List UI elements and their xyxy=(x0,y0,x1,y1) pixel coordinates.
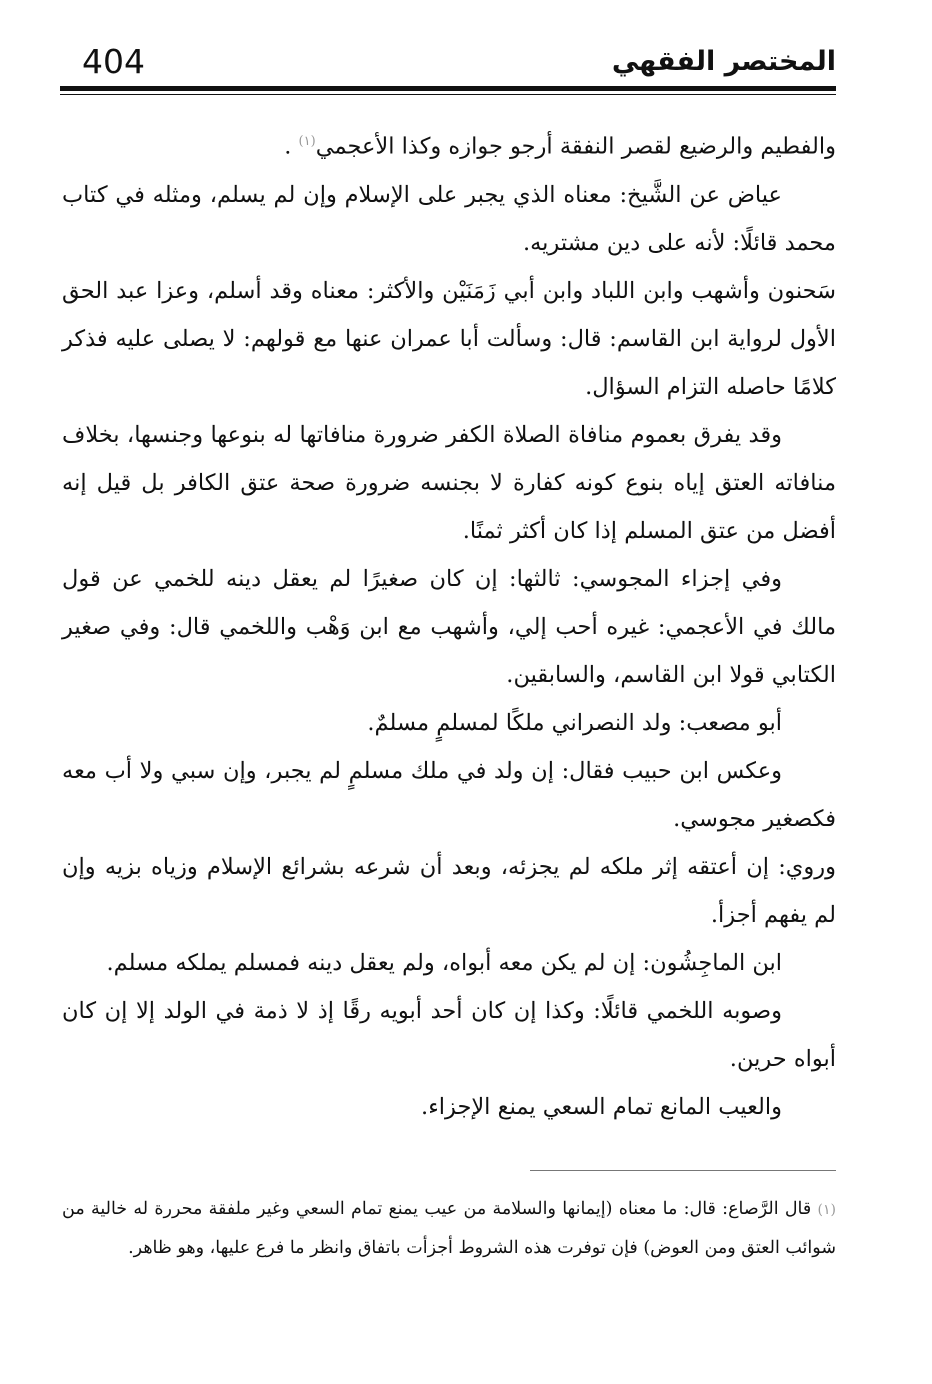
header-rule-thin xyxy=(60,94,836,95)
paragraph: وصوبه اللخمي قائلًا: وكذا إن كان أحد أبويه رقًا إذ لا ذمة في الولد إلا إن كان أبواه حرين. xyxy=(62,997,836,1072)
paragraph: سَحنون وأشهب وابن اللباد وابن أبي زَمَنَيْن والأكثر: معناه وقد أسلم، وعزا عبد الحق الأول لرواية ابن القاسم: قال: وسألت أبا عمران عنها مع قولهم: لا يصلى عليه فذكر كلامًا حاصله التزام السؤال. xyxy=(62,277,836,400)
page-header xyxy=(60,40,836,86)
footnote-text: (١) قال الرَّصاع: قال: ما معناه (إيمانها والسلامة من عيب يمنع تمام السعي وغير ملفقة محررة له خالية من شوائب العتق ومن العوض) فإن توفرت هذه الشروط أجزأت باتفاق وانظر ما فرع عليها، وهو ظاهر. xyxy=(62,1199,836,1258)
footnote xyxy=(62,1190,836,1267)
main-text xyxy=(62,118,836,1131)
footnote-separator xyxy=(530,1170,836,1171)
paragraph: عياض عن الشَّيخ: معناه الذي يجبر على الإسلام وإن لم يسلم، ومثله في كتاب محمد قائلًا: لأنه على دين مشتريه. xyxy=(62,181,836,256)
page-number: 404 xyxy=(82,42,145,81)
header-rule-thick xyxy=(60,86,836,91)
paragraph: وروي: إن أعتقه إثر ملكه لم يجزئه، وبعد أن شرعه بشرائع الإسلام وزياه بزيه وإن لم يفهم أجزأ. xyxy=(62,853,836,928)
running-title: المختصر الفقهي xyxy=(611,46,836,77)
paragraph: والفطيم والرضيع لقصر النفقة أرجو جوازه وكذا الأعجمي$^{(١)}$ . xyxy=(284,133,836,160)
paragraph: أبو مصعب: ولد النصراني ملكًا لمسلمٍ مسلمٌ. xyxy=(367,709,782,736)
paragraph: وقد يفرق بعموم منافاة الصلاة الكفر ضرورة منافاتها له بنوعها وجنسها، بخلاف منافاته العتق إياه بنوع كونه كفارة لا بجنسه ضرورة صحة عتق الكافر بل قيل إنه أفضل من عتق المسلم إذا كان أكثر ثمنًا. xyxy=(62,421,836,544)
paragraph: وعكس ابن حبيب فقال: إن ولد في ملك مسلمٍ لم يجبر، وإن سبي ولا أب معه فكصغير مجوسي. xyxy=(62,757,836,832)
paragraph: وفي إجزاء المجوسي: ثالثها: إن كان صغيرًا لم يعقل دينه للخمي عن قول مالك في الأعجمي: غيره أحب إلي، وأشهب مع ابن وَهْب واللخمي قال: وفي صغير الكتابي قولا ابن القاسم، والسابقين. xyxy=(62,565,836,688)
paragraph: ابن الماجِشُون: إن لم يكن معه أبواه، ولم يعقل دينه فمسلم يملكه مسلم. xyxy=(106,949,782,976)
paragraph: والعيب المانع تمام السعي يمنع الإجزاء. xyxy=(421,1093,782,1120)
footnote-marker: (١) xyxy=(817,1202,836,1218)
footnote-reference: (١) xyxy=(298,134,316,149)
